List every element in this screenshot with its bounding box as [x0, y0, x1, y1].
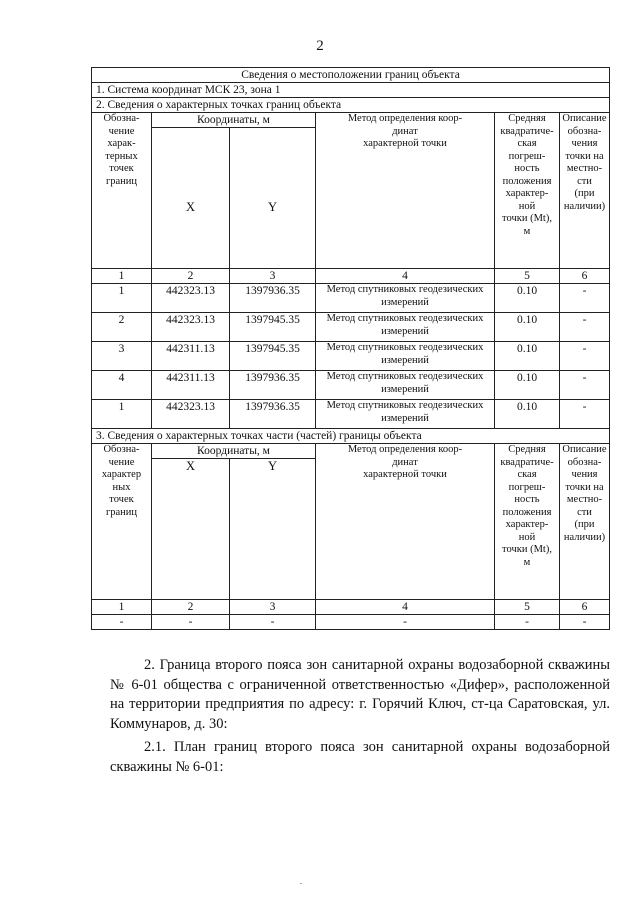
header-error: Средняя квадратиче- ская погреш- ность положения характер- ной точки (Mt), м — [495, 113, 560, 269]
empty-cell: - — [92, 615, 152, 630]
coord-x: 442323.13 — [152, 284, 230, 313]
table-row — [92, 313, 610, 342]
col-number: 1 — [92, 600, 152, 615]
header-y: Y — [230, 459, 316, 600]
point-number: 1 — [92, 284, 152, 313]
table-row — [92, 371, 610, 400]
header-x: X — [152, 459, 230, 600]
paragraph-2: 2. Граница второго пояса зон санитарной охраны водозаборной скважины № 6-01 общества с ограниченной ответственностью «Дифер», расположенной на территории предприятия по адресу: г. Горячий Ключ, ст-ца Саратовская, ул. Коммунаров, д. 30: — [110, 657, 610, 732]
method: Метод спутниковых геодезических измерений — [316, 400, 495, 429]
page-number: 2 — [316, 38, 324, 54]
table-row — [92, 342, 610, 371]
section-3-label: 3. Сведения о характерных точках части (частей) границы объекта — [92, 429, 610, 444]
empty-cell: - — [230, 615, 316, 630]
mt-value: 0.10 — [495, 342, 560, 371]
col-number: 2 — [152, 269, 230, 284]
section-1-label: 1. Система координат МСК 23, зона 1 — [92, 83, 610, 98]
column-numbers-row — [92, 269, 610, 284]
point-description: - — [560, 371, 610, 400]
point-number: 2 — [92, 313, 152, 342]
header-y: Y — [230, 128, 316, 269]
point-description: - — [560, 284, 610, 313]
header-coordinates: Координаты, м — [152, 444, 316, 459]
coord-y: 1397945.35 — [230, 313, 316, 342]
boundary-table — [91, 67, 610, 630]
header-error: Средняя квадратиче- ская погреш- ность положения характер- ной точки (Mt), м — [495, 444, 560, 600]
header-description: Описание обозна- чения точки на местно- сти (при наличии) — [560, 444, 610, 600]
column-numbers-row — [92, 600, 610, 615]
col-number: 6 — [560, 600, 610, 615]
coord-x: 442323.13 — [152, 400, 230, 429]
header-designation: Обозна- чение характер ных точек границ — [92, 444, 152, 600]
point-description: - — [560, 400, 610, 429]
empty-cell: - — [152, 615, 230, 630]
header-description: Описание обозна- чения точки на местно- сти (при наличии) — [560, 113, 610, 269]
table-row — [92, 615, 610, 630]
coord-y: 1397936.35 — [230, 371, 316, 400]
point-description: - — [560, 342, 610, 371]
col-number: 1 — [92, 269, 152, 284]
mt-value: 0.10 — [495, 400, 560, 429]
col-number: 4 — [316, 600, 495, 615]
header-coordinates: Координаты, м — [152, 113, 316, 128]
header-method: Метод определения коор- динат характерной точки — [316, 444, 495, 600]
point-description: - — [560, 313, 610, 342]
header-method: Метод определения коор- динат характерной точки — [316, 113, 495, 269]
table-row — [92, 400, 610, 429]
point-number: 1 — [92, 400, 152, 429]
table-row — [92, 284, 610, 313]
method: Метод спутниковых геодезических измерений — [316, 313, 495, 342]
col-number: 6 — [560, 269, 610, 284]
coord-y: 1397936.35 — [230, 400, 316, 429]
header-x: X — [152, 128, 230, 269]
header-designation: Обозна- чение харак- терных точек границ — [92, 113, 152, 269]
col-number: 2 — [152, 600, 230, 615]
section-2-label: 2. Сведения о характерных точках границ объекта — [92, 98, 610, 113]
empty-cell: - — [560, 615, 610, 630]
mt-value: 0.10 — [495, 371, 560, 400]
method: Метод спутниковых геодезических измерений — [316, 284, 495, 313]
method: Метод спутниковых геодезических измерений — [316, 342, 495, 371]
coord-x: 442323.13 — [152, 313, 230, 342]
coord-y: 1397936.35 — [230, 284, 316, 313]
point-number: 4 — [92, 371, 152, 400]
point-number: 3 — [92, 342, 152, 371]
col-number: 5 — [495, 600, 560, 615]
mt-value: 0.10 — [495, 284, 560, 313]
paragraph-2-1: 2.1. План границ второго пояса зон санитарной охраны водозаборной скважины № 6-01: — [110, 739, 610, 775]
col-number: 5 — [495, 269, 560, 284]
mt-value: 0.10 — [495, 313, 560, 342]
coord-y: 1397945.35 — [230, 342, 316, 371]
table-title: Сведения о местоположении границ объекта — [92, 68, 610, 83]
coord-x: 442311.13 — [152, 342, 230, 371]
col-number: 4 — [316, 269, 495, 284]
col-number: 3 — [230, 600, 316, 615]
col-number: 3 — [230, 269, 316, 284]
footer-mark: . — [300, 877, 302, 886]
coord-x: 442311.13 — [152, 371, 230, 400]
method: Метод спутниковых геодезических измерений — [316, 371, 495, 400]
empty-cell: - — [316, 615, 495, 630]
empty-cell: - — [495, 615, 560, 630]
